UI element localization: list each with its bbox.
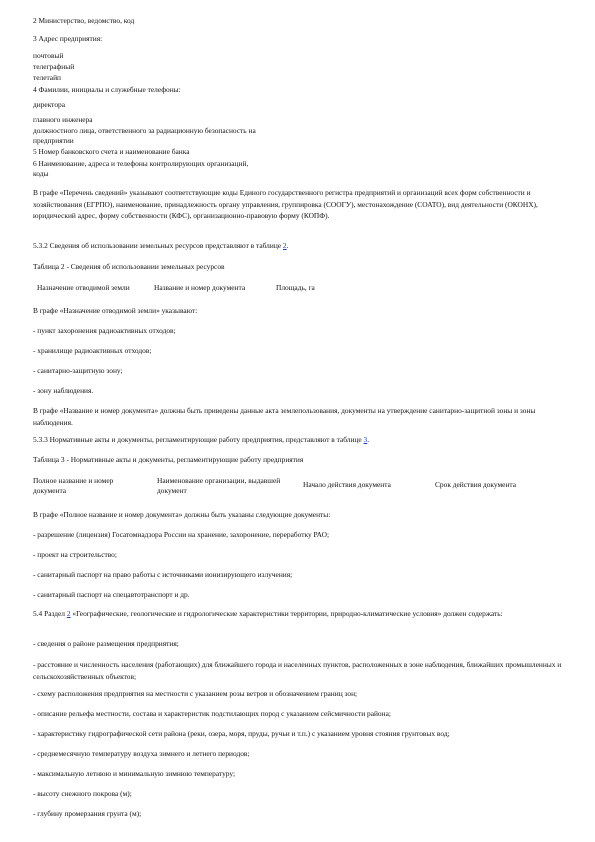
geo-bullet-hydrography: - характеристику гидрографической сети района (реки, озера, моря, пруды, ручьи и т.п.) с указанием уровня стояния грунтовых вод; (33, 729, 450, 738)
section-5-3-2 (33, 242, 288, 251)
table3-caption: Таблица 3 - Нормативные акты и документы, регламентирующие работу предприятия (33, 455, 304, 464)
geo-bullet-relief: - описание рельефа местности, состава и характеристик подстилающих пород с указанием сейсмичности района; (33, 709, 391, 718)
land-bullet-disposal: - пункт захоронения радиоактивных отходов; (33, 326, 176, 335)
table-3-link[interactable]: 3 (363, 435, 368, 444)
table2-header-purpose: Назначение отводимой земли (37, 283, 130, 292)
doc-bullet-license: - разрешение (лицензия) Госатомнадзора России на хранение, захоронение, переработку РАО; (33, 530, 330, 539)
doc-bullet-sanitary-passport: - санитарный паспорт на право работы с источниками ионизирующего излучения; (33, 570, 293, 579)
paragraph-doc-name: В графе «Название и номер документа» должны быть приведены данные акта землепользования, документы на утверждение санитарно-защитной зоны и зоны наблюдения. (33, 406, 536, 427)
table1-row-teletype: телетайп (33, 73, 61, 82)
geo-bullet-site-scheme: - схему расположения предприятия на местности с указанием розы ветров и обозначением границ зон; (33, 689, 358, 698)
geo-bullet-avg-temperature: - среднемесячную температуру воздуха зимнего и летнего периодов; (33, 749, 250, 758)
table3-header-issuer: Наименование организации, выдавшей документ (157, 476, 281, 495)
section-5-3-3-end: . (367, 435, 370, 444)
geo-bullet-location: - сведения о районе размещения предприятия; (33, 639, 179, 648)
section-5-4-text: «Географические, геологические и гидрологические характеристики территории, природно-климатические условия» должен содержать: (70, 609, 503, 618)
table1-row-control-orgs-1: 6 Наименование, адреса и телефоны контролирующих организаций, (33, 159, 249, 168)
table1-row-names: 4 Фамилии, инициалы и служебные телефоны: (33, 85, 181, 94)
table2-caption: Таблица 2 - Сведения об использовании земельных ресурсов (33, 262, 225, 271)
table-2-link[interactable]: 2 (282, 241, 287, 250)
paragraph-list-codes: В графе «Перечень сведений» указывают соответствующие коды Единого государственного регистра предприятий и организаций всех форм собственности и хозяйствования (ЕГРПО), наименование, принадлежность органу управления, группировка (СООГУ), местонахождение (СОАТО), вид деятельности (ОКОНХ), юридический адрес, форму собственности (КФС), организационно-правовую форму (КОПФ). (33, 188, 538, 220)
table1-row-director: директора (33, 100, 65, 109)
table3-header-full-name: Полное название и номер документа (33, 476, 114, 495)
geo-bullet-extreme-temperature: - максимальную летнюю и минимальную зимнюю температуру; (33, 769, 236, 778)
section-5-3-2-text: 5.3.2 Сведения об использовании земельных ресурсов представляют в таблице (33, 241, 283, 250)
land-bullet-observation-zone: - зону наблюдения. (33, 386, 94, 395)
section-5-3-3 (33, 436, 369, 445)
geo-bullet-population: - расстояние и численность населения (работающих) для ближайшего города и населенных пунктов, расположенных в зоне наблюдения, ближайших промышленных и сельскохозяйственных объектов; (33, 660, 562, 681)
table1-row-chief-engineer: главного инженера (33, 115, 93, 124)
table1-row-safety-official-2: предприятии (33, 136, 74, 145)
land-bullet-storage: - хранилище радиоактивных отходов; (33, 346, 152, 355)
table2-header-document: Название и номер документа (154, 283, 246, 292)
doc-bullet-transport-passport: - санитарный паспорт на спецавтотранспорт и др. (33, 590, 190, 599)
land-bullet-sanitary-zone: - санитарно-защитную зону; (33, 366, 123, 375)
geo-bullet-snow-depth: - высоту снежного покрова (м); (33, 789, 132, 798)
paragraph-full-name: В графе «Полное название и номер документа» должны быть указаны следующие документы: (33, 510, 331, 519)
paragraph-land-purpose: В графе «Назначение отводимой земли» указывают: (33, 306, 198, 315)
table2-header-area: Площадь, га (276, 283, 315, 292)
table1-row-postal: почтовый (33, 51, 64, 60)
table1-row-telegraph: телеграфный (33, 62, 75, 71)
table3-header-duration: Срок действия документа (435, 480, 517, 489)
table1-row-bank: 5 Номер банковского счета и наименование банка (33, 147, 190, 156)
section-5-4-pre: 5.4 Раздел (33, 609, 67, 618)
section-2-link[interactable]: 2 (66, 609, 71, 618)
geo-bullet-frost-depth: - глубину промерзания грунта (м); (33, 809, 142, 818)
section-5-4 (33, 608, 563, 620)
table1-row-safety-official-1: должностного лица, ответственного за радиационную безопасность на (33, 126, 256, 135)
section-5-3-3-text: 5.3.3 Нормативные акты и документы, регламентирующие работу предприятия, представляют в таблице (33, 435, 364, 444)
table1-row-control-orgs-2: коды (33, 169, 49, 178)
doc-bullet-project: - проект на строительство; (33, 550, 117, 559)
table3-header-start: Начало действия документа (303, 480, 391, 489)
table1-row-address: 3 Адрес предприятия: (33, 34, 103, 43)
section-5-3-2-end: . (286, 241, 289, 250)
table1-row-ministry: 2 Министерство, ведомство, код (33, 16, 135, 25)
